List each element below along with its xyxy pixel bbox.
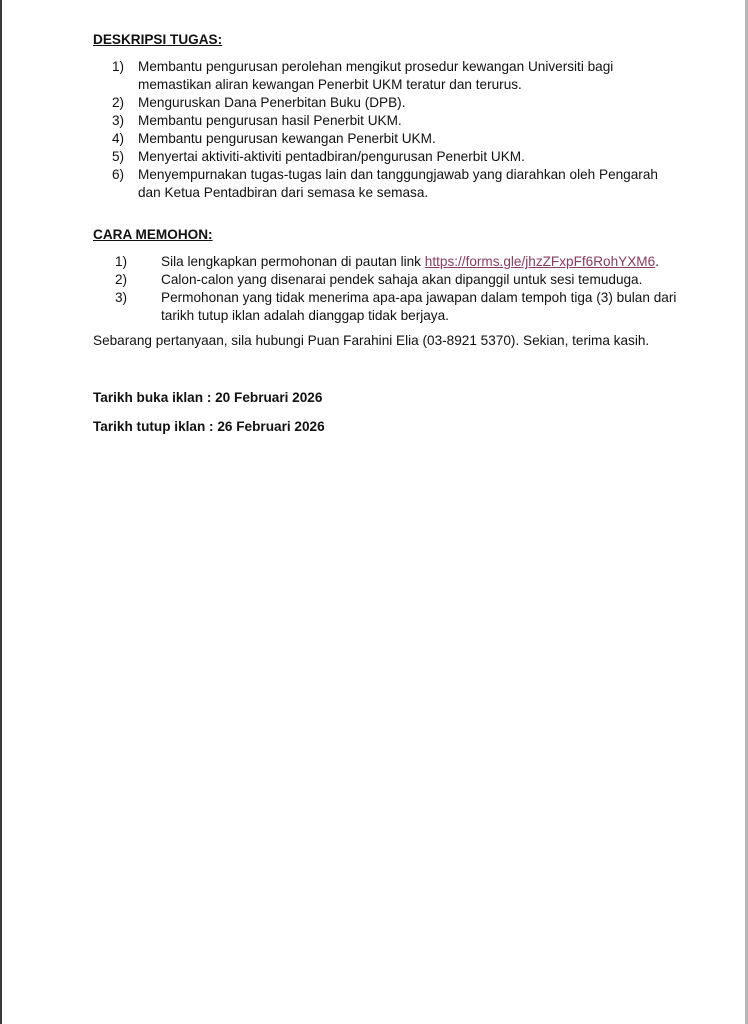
list-item-text: Membantu pengurusan perolehan mengikut prosedur kewangan Universiti bagi memastikan aliran kewangan Penerbit UKM teratur dan terurus.: [138, 59, 614, 92]
list-item-text: Menguruskan Dana Penerbitan Buku (DPB).: [138, 95, 406, 110]
list-item: [115, 253, 685, 271]
list-item-number: 2): [112, 95, 125, 110]
ad-close-date: Tarikh tutup iklan : 26 Februari 2026: [93, 419, 325, 434]
deskripsi-tugas-heading: DESKRIPSI TUGAS:: [93, 32, 223, 47]
list-item-number: 2): [115, 272, 128, 287]
contact-paragraph: Sebarang pertanyaan, sila hubungi Puan Farahini Elia (03-8921 5370). Sekian, terima kasih.: [93, 333, 650, 348]
list-item: [112, 130, 682, 148]
application-form-link[interactable]: https://forms.gle/jhzZFxpFf6RohYXM6: [424, 254, 656, 269]
list-item-text: Menyempurnakan tugas-tugas lain dan tanggungjawab yang diarahkan oleh Pengarah dan Ketua Pentadbiran dari semasa ke semasa.: [138, 167, 658, 200]
list-item: [115, 271, 685, 289]
page-left-edge: [0, 0, 2, 1024]
list-item: [115, 289, 685, 325]
list-item-number: 3): [112, 113, 125, 128]
list-item-number: 6): [112, 167, 125, 182]
list-item: [112, 166, 682, 202]
list-item-text: Sila lengkapkan permohonan di pautan link: [161, 254, 425, 269]
list-item-number: 1): [112, 59, 125, 74]
list-item-number: 3): [115, 290, 128, 305]
list-item-number: 5): [112, 149, 125, 164]
cara-memohon-list: [115, 253, 685, 325]
list-item: [112, 94, 682, 112]
list-item-text: Membantu pengurusan hasil Penerbit UKM.: [138, 113, 402, 128]
list-item: [112, 58, 682, 94]
ad-open-date: Tarikh buka iklan : 20 Februari 2026: [93, 390, 323, 405]
list-item-text: Calon-calon yang disenarai pendek sahaja akan dipanggil untuk sesi temuduga.: [161, 272, 643, 287]
deskripsi-tugas-list: [112, 58, 682, 202]
list-item-text: Membantu pengurusan kewangan Penerbit UKM.: [138, 131, 436, 146]
list-item-text-end: .: [655, 254, 659, 269]
list-item: [112, 112, 682, 130]
cara-memohon-heading-text: CARA MEMOHON: [93, 227, 209, 242]
cara-memohon-heading: [93, 226, 213, 244]
cara-memohon-heading-colon: :: [208, 227, 213, 242]
list-item-text: Permohonan yang tidak menerima apa-apa jawapan dalam tempoh tiga (3) bulan dari tarikh tutup iklan adalah dianggap tidak berjaya.: [161, 290, 677, 323]
list-item-number: 1): [115, 254, 128, 269]
list-item-text: Menyertai aktiviti-aktiviti pentadbiran/pengurusan Penerbit UKM.: [138, 149, 525, 164]
list-item-number: 4): [112, 131, 125, 146]
list-item: [112, 148, 682, 166]
